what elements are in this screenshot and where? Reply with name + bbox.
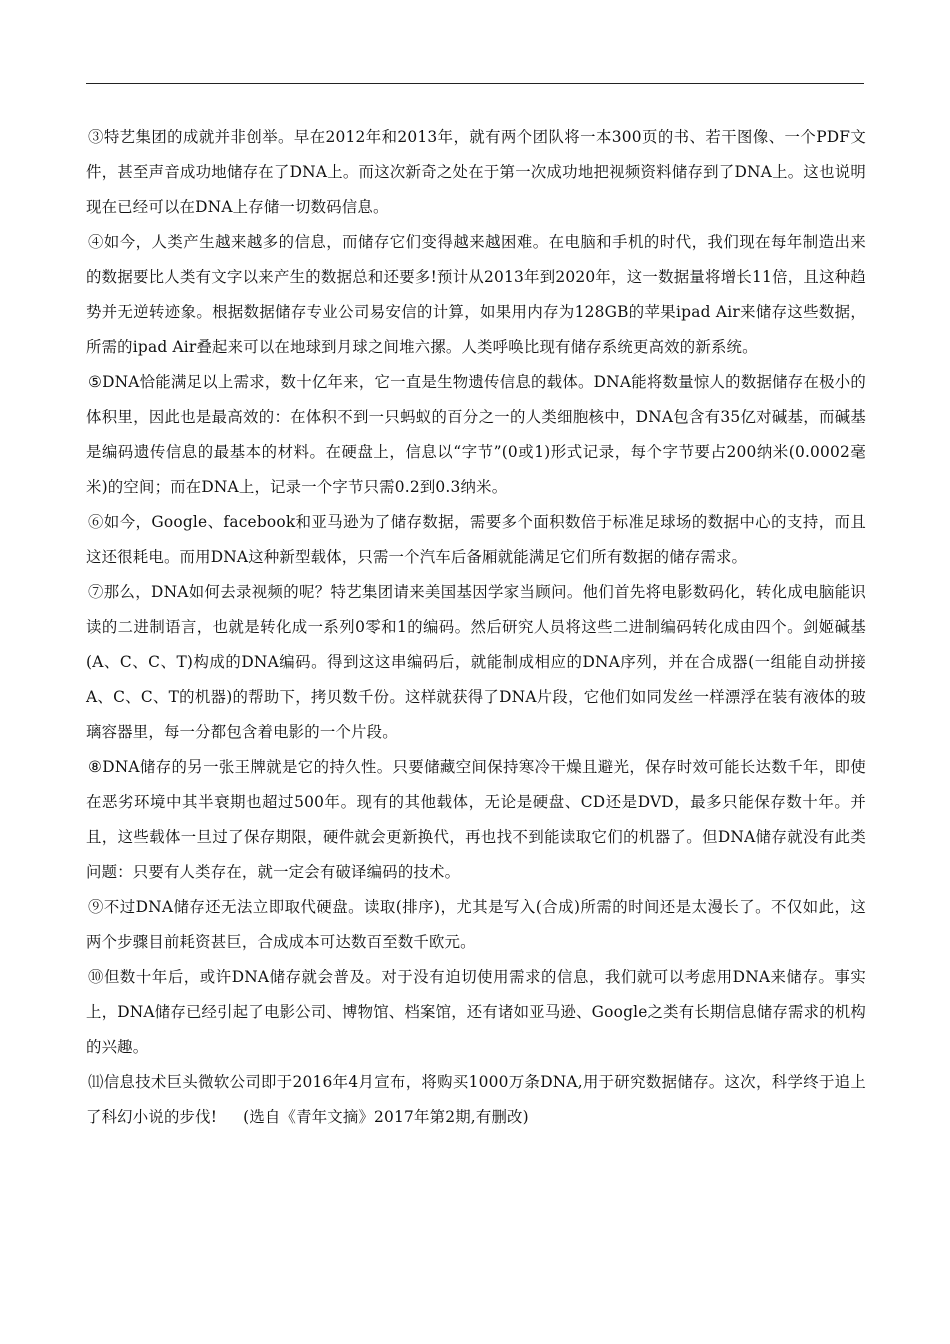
paragraph-5 <box>86 365 866 505</box>
paragraph-number: ⑾ <box>88 1073 104 1091</box>
paragraph-text: 如今，人类产生越来越多的信息，而储存它们变得越来越困难。在电脑和手机的时代，我们现在每年制造出来的数据要比人类有文字以来产生的数据总和还要多!预计从2013年到2020年，这一数据量将增长11倍，且这种趋势并无逆转迹象。根据数据储存专业公司易安信的计算，如果用内存为128GB的苹果ipad Air来储存这些数据，所需的ipad Air叠起来可以在地球到月球之间堆六摞。人类呼唤比现有储存系统更高效的新系统。 <box>86 233 866 356</box>
paragraph-number: ⑩ <box>88 968 104 986</box>
paragraph-9 <box>86 890 866 960</box>
article-body <box>86 120 866 1135</box>
paragraph-number: ⑧ <box>88 758 103 776</box>
paragraph-10 <box>86 960 866 1065</box>
paragraph-3 <box>86 120 866 225</box>
paragraph-11 <box>86 1065 866 1135</box>
paragraph-4 <box>86 225 866 365</box>
paragraph-text: 那么，DNA如何去录视频的呢？特艺集团请来美国基因学家当顾问。他们首先将电影数码化，转化成电脑能识读的二进制语言，也就是转化成一系列0零和1的编码。然后研究人员将这些二进制编码转化成由四个。剑姬碱基(A、C、C、T)构成的DNA编码。得到这这串编码后，就能制成相应的DNA序列，并在合成器(一组能自动拼接A、C、C、T的机器)的帮助下，拷贝数千份。这样就获得了DNA片段，它他们如同发丝一样漂浮在装有液体的玻璃容器里，每一分都包含着电影的一个片段。 <box>86 583 866 741</box>
paragraph-8 <box>86 750 866 890</box>
paragraph-text: DNA恰能满足以上需求，数十亿年来，它一直是生物遗传信息的载体。DNA能将数量惊人的数据储存在极小的体积里，因此也是最高效的：在体积不到一只蚂蚁的百分之一的人类细胞核中，DNA包含有35亿对碱基，而碱基是编码遗传信息的最基本的材料。在硬盘上，信息以“字节”(0或1)形式记录，每个字节要占200纳米(0.0002毫米)的空间；而在DNA上，记录一个字节只需0.2到0.3纳米。 <box>86 373 866 496</box>
header-rule <box>86 83 864 84</box>
source-citation: (选自《青年文摘》2017年第2期,有删改) <box>243 1108 529 1126</box>
paragraph-number: ③ <box>88 128 104 146</box>
paragraph-text: 不过DNA储存还无法立即取代硬盘。读取(排序)，尤其是写入(合成)所需的时间还是太漫长了。不仅如此，这两个步骤目前耗资甚巨，合成成本可达数百至数千欧元。 <box>86 898 867 951</box>
paragraph-text: DNA储存的另一张王牌就是它的持久性。只要储藏空间保持寒冷干燥且避光，保存时效可能长达数千年，即使在恶劣环境中其半衰期也超过500年。现有的其他载体，无论是硬盘、CD还是DVD，最多只能保存数十年。并且，这些载体一旦过了保存期限，硬件就会更新换代，再也找不到能读取它们的机器了。但DNA储存就没有此类问题：只要有人类存在，就一定会有破译编码的技术。 <box>86 758 866 881</box>
paragraph-number: ④ <box>88 233 104 251</box>
paragraph-6 <box>86 505 866 575</box>
paragraph-text: 特艺集团的成就并非创举。早在2012年和2013年，就有两个团队将一本300页的书、若干图像、一个PDF文件，甚至声音成功地储存在了DNA上。而这次新奇之处在于第一次成功地把视频资料储存到了DNA上。这也说明现在已经可以在DNA上存储一切数码信息。 <box>86 128 867 216</box>
paragraph-number: ⑦ <box>88 583 104 601</box>
paragraph-number: ⑨ <box>88 898 104 916</box>
paragraph-text: 但数十年后，或许DNA储存就会普及。对于没有迫切使用需求的信息，我们就可以考虑用DNA来储存。事实上，DNA储存已经引起了电影公司、博物馆、档案馆，还有诸如亚马逊、Google之类有长期信息储存需求的机构的兴趣。 <box>86 968 866 1056</box>
paragraph-number: ⑤ <box>88 373 103 391</box>
paragraph-number: ⑥ <box>88 513 104 531</box>
paragraph-text: 如今，Google、facebook和亚马逊为了储存数据，需要多个面积数倍于标准足球场的数据中心的支持，而且这还很耗电。而用DNA这种新型载体，只需一个汽车后备厢就能满足它们所有数据的储存需求。 <box>86 513 866 566</box>
paragraph-text: 信息技术巨头微软公司即于2016年4月宣布，将购买1000万条DNA,用于研究数据储存。这次，科学终于追上了科幻小说的步伐! <box>86 1073 866 1126</box>
paragraph-7 <box>86 575 866 750</box>
